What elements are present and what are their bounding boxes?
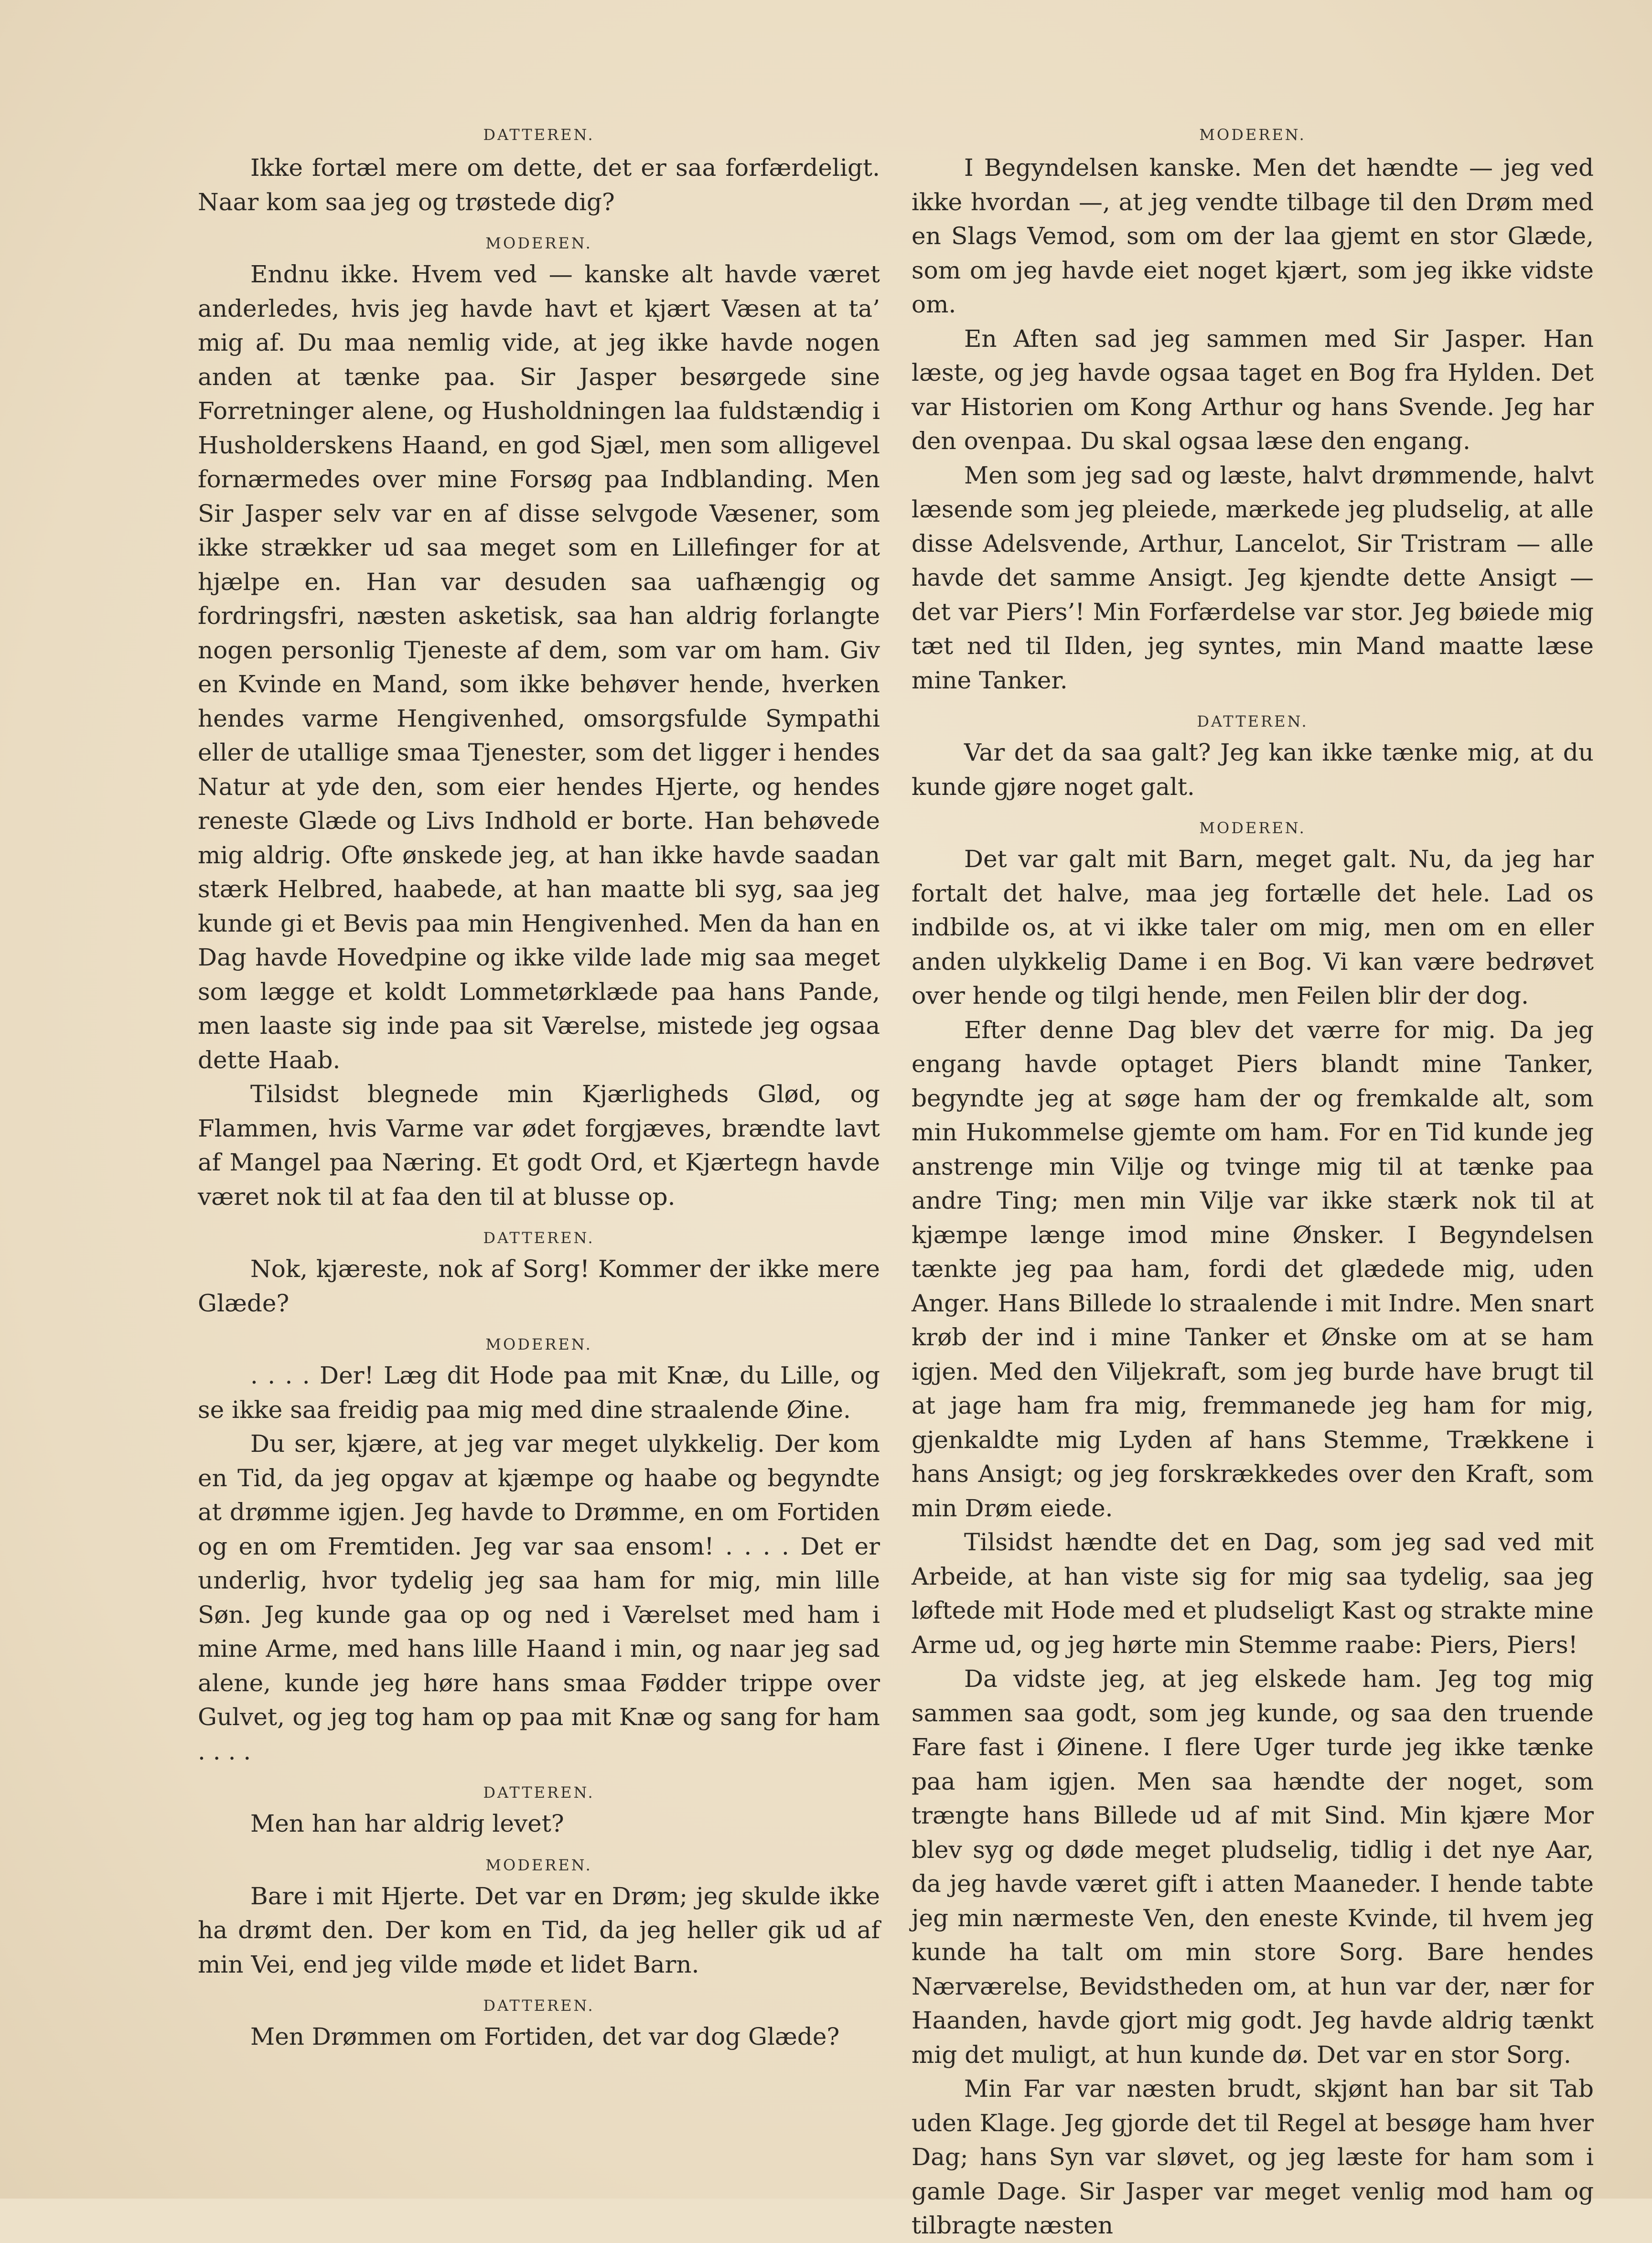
dialogue-paragraph: . . . . Der! Læg dit Hode paa mit Knæ, du Lille, og se ikke saa freidig paa mig med dine straalende Øine. [198, 1362, 880, 1424]
speaker-heading: DATTEREN. [483, 1783, 595, 1802]
dialogue-paragraph: Bare i mit Hjerte. Det var en Drøm; jeg skulde ikke ha drømt den. Der kom en Tid, da jeg heller gik ud af min Vei, end jeg vilde møde et lidet Barn. [198, 1882, 880, 1978]
dialogue-paragraph: Du ser, kjære, at jeg var meget ulykkelig. Der kom en Tid, da jeg opgav at kjæmpe og haabe og begyndte at drømme igjen. Jeg havde to Drømme, en om Fortiden og en om Fremtiden. Jeg var saa ensom! . . . . Det er underlig, hvor tydelig jeg saa ham for mig, min lille Søn. Jeg kunde gaa op og ned i Værelset med ham i mine Arme, med hans lille Haand i min, og naar jeg sad alene, kunde jeg høre hans smaa Fødder trippe over Gulvet, og jeg tog ham op paa mit Knæ og sang for ham . . . . [198, 1430, 880, 1765]
speaker-heading: MODEREN. [1199, 126, 1306, 144]
dialogue-paragraph: Efter denne Dag blev det værre for mig. Da jeg engang havde optaget Piers blandt mine Tanker, begyndte jeg at søge ham der og fremkalde alt, som min Hukommelse gjemte om ham. For en Tid kunde jeg anstrenge min Vilje og tvinge mig til at tænke paa andre Ting; men min Vilje var ikke stærk nok til at kjæmpe længe imod mine Ønsker. I Begyndelsen tænkte jeg paa ham, fordi det glædede mig, uden Anger. Hans Billede lo straalende i mit Indre. Men snart krøb der ind i mine Tanker et Ønske om at se ham igjen. Med den Viljekraft, som jeg burde have brugt til at jage ham fra mig, fremmanede jeg ham for mig, gjenkaldte mig Lyden af hans Stemme, Trækkene i hans Ansigt; og jeg forskrækkedes over den Kraft, som min Drøm eiede. [912, 1016, 1594, 1522]
dialogue-paragraph: Endnu ikke. Hvem ved — kanske alt havde været anderledes, hvis jeg havde havt et kjært Væsen at ta’ mig af. Du maa nemlig vide, at jeg ikke havde nogen anden at tænke paa. Sir Jasper besørgede sine Forretninger alene, og Husholdningen laa fuldstændig i Husholderskens Haand, en god Sjæl, men som alligevel fornærmedes over mine Forsøg paa Indblanding. Men Sir Jasper selv var en af disse selvgode Væsener, som ikke strækker ud saa meget som en Lillefinger for at hjælpe en. Han var desuden saa uafhængig og fordringsfri, næsten asketisk, saa han aldrig forlangte nogen personlig Tjeneste af dem, som var om ham. Giv en Kvinde en Mand, som ikke behøver hende, hverken hendes varme Hengivenhed, omsorgsfulde Sympathi eller de utallige smaa Tjenester, som det ligger i hendes Natur at yde den, som eier hendes Hjerte, og hendes reneste Glæde og Livs Indhold er borte. Han behøvede mig aldrig. Ofte ønskede jeg, at han ikke havde saadan stærk Helbred, haabede, at han maatte bli syg, saa jeg kunde gi et Bevis paa min Hengivenhed. Men da han en Dag havde Hovedpine og ikke vilde lade mig saa meget som lægge et koldt Lommetørklæde paa hans Pande, men laaste sig inde paa sit Værelse, mistede jeg ogsaa dette Haab. [198, 260, 880, 1074]
dialogue-paragraph: Ikke fortæl mere om dette, det er saa forfærdeligt. Naar kom saa jeg og trøstede dig? [198, 154, 880, 216]
right-column [912, 125, 1594, 2243]
dialogue-paragraph: Min Far var næsten brudt, skjønt han bar sit Tab uden Klage. Jeg gjorde det til Regel at besøge ham hver Dag; hans Syn var sløvet, og jeg læste for ham som i gamle Dage. Sir Jasper var meget venlig mod ham og tilbragte næsten [912, 2075, 1594, 2239]
speaker-heading: MODEREN. [485, 234, 592, 252]
dialogue-paragraph: Tilsidst hændte det en Dag, som jeg sad ved mit Arbeide, at han viste sig for mig saa tydelig, saa jeg løftede mit Hode med et pludseligt Kast og strakte mine Arme ud, og jeg hørte min Stemme raabe: Piers, Piers! [912, 1528, 1594, 1659]
speaker-heading: MODEREN. [485, 1856, 592, 1874]
speaker-heading: DATTEREN. [483, 1229, 595, 1247]
dialogue-paragraph: I Begyndelsen kanske. Men det hændte — jeg ved ikke hvordan —, at jeg vendte tilbage til den Drøm med en Slags Vemod, som om der laa gjemt en stor Glæde, som om jeg havde eiet noget kjært, som jeg ikke vidste om. [912, 154, 1594, 318]
speaker-heading: MODEREN. [485, 1335, 592, 1353]
speaker-heading: DATTEREN. [1197, 712, 1309, 730]
dialogue-paragraph: Det var galt mit Barn, meget galt. Nu, da jeg har fortalt det halve, maa jeg fortælle det hele. Lad os indbilde os, at vi ikke taler om mig, men om en eller anden ulykkelig Dame i en Bog. Vi kan være bedrøvet over hende og tilgi hende, men Feilen blir der dog. [912, 845, 1594, 1009]
dialogue-paragraph: En Aften sad jeg sammen med Sir Jasper. Han læste, og jeg havde ogsaa taget en Bog fra Hylden. Det var Historien om Kong Arthur og hans Svende. Jeg har den ovenpaa. Du skal ogsaa læse den engang. [912, 324, 1594, 455]
dialogue-paragraph: Tilsidst blegnede min Kjærligheds Glød, og Flammen, hvis Varme var ødet forgjæves, brændte lavt af Mangel paa Næring. Et godt Ord, et Kjærtegn havde været nok til at faa den til at blusse op. [198, 1080, 880, 1211]
left-column [198, 125, 880, 2054]
dialogue-paragraph: Men han har aldrig levet? [250, 1810, 564, 1837]
dialogue-paragraph: Men Drømmen om Fortiden, det var dog Glæde? [250, 2023, 840, 2050]
speaker-heading: DATTEREN. [483, 1996, 595, 2015]
dialogue-paragraph: Nok, kjæreste, nok af Sorg! Kommer der ikke mere Glæde? [198, 1255, 880, 1317]
speaker-heading: DATTEREN. [483, 126, 595, 144]
dialogue-paragraph: Var det da saa galt? Jeg kan ikke tænke mig, at du kunde gjøre noget galt. [912, 739, 1594, 801]
speaker-heading: MODEREN. [1199, 819, 1306, 837]
dialogue-paragraph: Men som jeg sad og læste, halvt drømmende, halvt læsende som jeg pleiede, mærkede jeg pludselig, at alle disse Adelsvende, Arthur, Lancelot, Sir Tristram — alle havde det samme Ansigt. Jeg kjendte dette Ansigt — det var Piers’! Min Forfærdelse var stor. Jeg bøiede mig tæt ned til Ilden, jeg syntes, min Mand maatte læse mine Tanker. [912, 461, 1594, 694]
dialogue-paragraph: Da vidste jeg, at jeg elskede ham. Jeg tog mig sammen saa godt, som jeg kunde, og saa den truende Fare fast i Øinene. I flere Uger turde jeg ikke tænke paa ham igjen. Men saa hændte der noget, som trængte hans Billede ud af mit Sind. Min kjære Mor blev syg og døde meget pludselig, tidlig i det nye Aar, da jeg havde været gift i atten Maaneder. I hende tabte jeg min nærmeste Ven, den eneste Kvinde, til hvem jeg kunde ha talt om min store Sorg. Bare hendes Nærværelse, Bevidstheden om, at hun var der, nær for Haanden, havde gjort mig godt. Jeg havde aldrig tænkt mig det muligt, at hun kunde dø. Det var en stor Sorg. [912, 1665, 1594, 2069]
